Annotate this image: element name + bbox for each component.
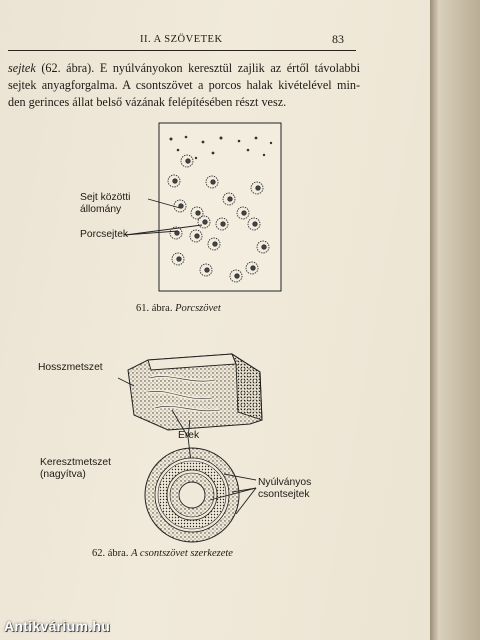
- label-longitudinal-section: Hosszmetszet: [38, 362, 103, 373]
- body-line-3: den gerinces állat belső vázának felépítésében részt vesz.: [8, 95, 287, 109]
- figure-62-caption: 62. ábra. A csontszövet szerkezete: [92, 548, 233, 559]
- label-chondrocytes: Porcsejtek: [80, 229, 129, 240]
- italic-term: sejtek: [8, 61, 36, 75]
- watermark: Antikvárium.hu: [4, 618, 111, 634]
- label-vessels: Erek: [178, 430, 200, 441]
- body-line-2: sejtek anyagforgalma. A csontszövet a porcos halak kivételével min-: [8, 78, 360, 92]
- page-number: 83: [332, 32, 344, 46]
- chapter-title: II. A SZÖVETEK: [140, 34, 223, 45]
- label-cross-section: Keresztmetszet (nagyítva): [40, 457, 111, 480]
- body-line-1: (62. ábra). E nyúlványokon keresztül zajlik az értől távolabbi: [35, 61, 360, 75]
- label-osteocytes: Nyúlványos csontsejtek: [258, 477, 312, 500]
- page-edge: [430, 0, 480, 640]
- label-intercellular-matrix: Sejt közötti állomány: [80, 192, 131, 215]
- figure-61-caption: 61. ábra. Porcszövet: [136, 303, 221, 314]
